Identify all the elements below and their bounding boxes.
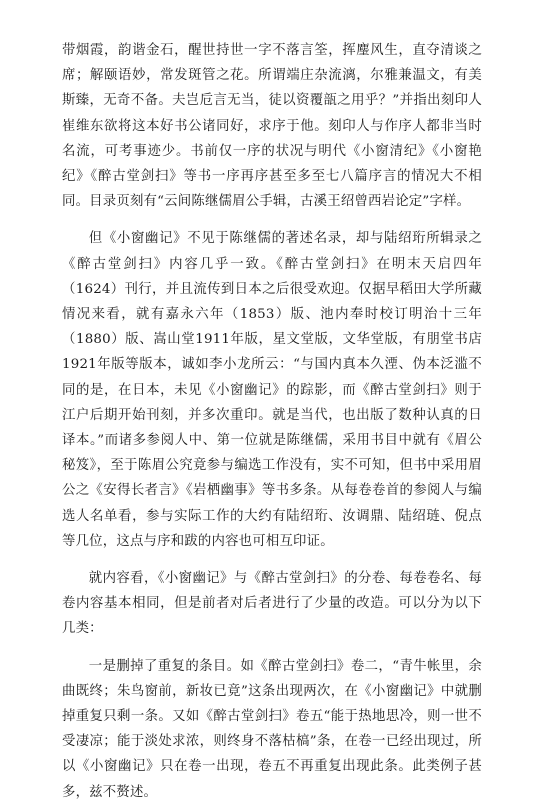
paragraph-1: 带烟霞，韵谐金石，醒世持世一字不落言筌，挥麈风生，直夺清谈之席；解颐语妙，常发斑管之花。所谓端庄杂流漓，尔雅兼温文，有美斯臻，无奇不备。夫岂卮言无当，徒以资覆瓿之用乎？”并指出刻印人崔维东欲将这本好书公诸同好，求序于他。刻印人与作序人都非当时名流，可考事迹少。书前仅一序的状况与明代《小窗清纪》《小窗艳纪》《醉古堂剑扫》等书一序再序甚至多至七八篇序言的情况大不相同。目录页刻有“云间陈继儒眉公手辑，古溪王绍曾西岩论定”字样。 — [62, 43, 482, 210]
paragraph-2: 但《小窗幽记》不见于陈继儒的著述名录，却与陆绍珩所辑录之《醉古堂剑扫》内容几乎一致。《醉古堂剑扫》在明末天启四年（1624）刊行，并且流传到日本之后很受欢迎。仅据早稻田大学所藏情况来看，就有嘉永六年（1853）版、池内奉时校订明治十三年（1880）版、嵩山堂1911年版，星文堂版，文华堂版，有朋堂书店1921年版等版本，诚如李小龙所云：“与国内真本久湮、伪本泛滥不同的是，在日本，未见《小窗幽记》的踪影，而《醉古堂剑扫》则于江户后期开始刊刻，并多次重印。就是当代，也出版了数种认真的日译本。”而诸多参阅人中、第一位就是陈继儒，采用书目中就有《眉公秘笈》，至于陈眉公究竟参与编选工作没有，实不可知，但书中采用眉公之《安得长者言》《岩栖幽事》等书多条。从每卷卷首的参阅人与编选人名单看，参与实际工作的大约有陆绍珩、汝调鼎、陆绍琏、倪点等几位，这点与序和跋的内容也可相互印证。 — [62, 231, 482, 549]
paragraph-3: 就内容看，《小窗幽记》与《醉古堂剑扫》的分卷、每卷卷名、每卷内容基本相同，但是前者对后者进行了少量的改造。可以分为以下几类： — [62, 571, 482, 637]
paragraph-4: 一是删掉了重复的条目。如《醉古堂剑扫》卷二，“青牛帐里，余曲既终；朱鸟窗前，新妆已竟”这条出现两次，在《小窗幽记》中就删掉重复只剩一条。又如《醉古堂剑扫》卷五“能于热地思冷，则一世不受凄凉；能于淡处求浓，则终身不落枯槁”条，在卷一已经出现过，所以《小窗幽记》只在卷一出现，卷五不再重复出现此条。此类例子甚多，兹不赘述。 — [62, 658, 482, 800]
document-page — [62, 38, 482, 805]
